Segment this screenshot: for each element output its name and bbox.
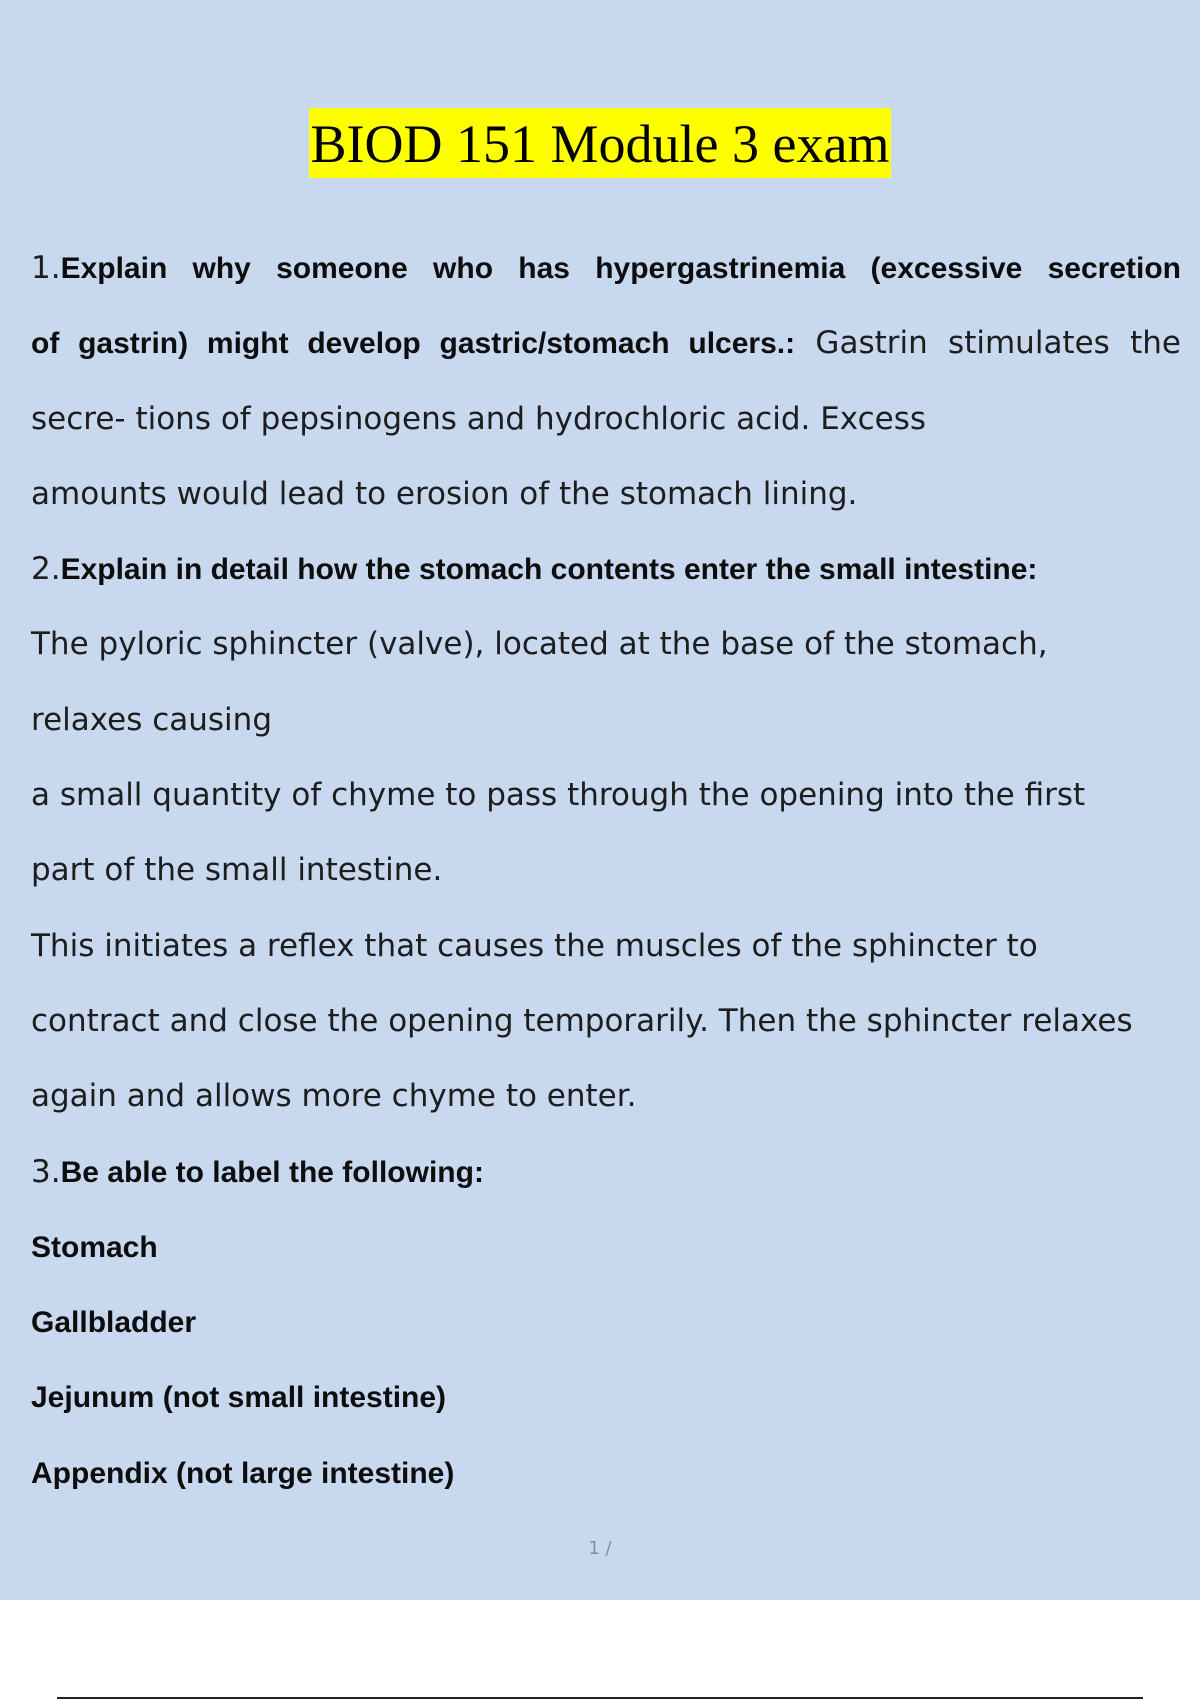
question-1-line-2 (31, 306, 1181, 381)
question-1-line-1 (31, 231, 1181, 306)
answer-1-text: Gastrin stimulates the (795, 325, 1181, 362)
question-3-line (31, 1135, 1181, 1210)
answer-2-line-3: a small quantity of chyme to pass through the opening into the first (31, 777, 1086, 814)
question-1-number: 1. (31, 250, 61, 286)
answer-1-line-2: secre- tions of pepsinogens and hydrochloric acid. Excess (31, 400, 927, 437)
answer-2-line-4: part of the small intestine. (31, 852, 443, 889)
page-title: BIOD 151 Module 3 exam (309, 108, 892, 178)
label-item-appendix: Appendix (not large intestine) (31, 1456, 455, 1490)
label-item-stomach: Stomach (31, 1230, 158, 1264)
question-1-text-cont: of gastrin) might develop gastric/stomach ulcers.: (31, 327, 796, 361)
question-3-text: Be able to label the following: (60, 1155, 484, 1189)
question-2-line (31, 532, 1181, 607)
answer-2-line-7: again and allows more chyme to enter. (31, 1078, 637, 1115)
question-2-number: 2. (31, 551, 61, 588)
answer-1-line-3: amounts would lead to erosion of the stomach lining. (31, 475, 858, 512)
question-2-text: Explain in detail how the stomach contents enter the small intestine: (60, 553, 1038, 587)
answer-2-line-6: contract and close the opening temporarily. Then the sphincter relaxes (31, 1002, 1133, 1039)
label-item-jejunum: Jejunum (not small intestine) (31, 1381, 447, 1415)
page-number: 1 / (588, 1538, 612, 1559)
answer-2-line-2: relaxes causing (31, 701, 272, 738)
footer-divider (57, 1697, 1143, 1699)
answer-2-line-5: This initiates a reflex that causes the muscles of the sphincter to (31, 927, 1038, 964)
document-body (31, 231, 1181, 1511)
label-item-gallbladder: Gallbladder (31, 1306, 197, 1340)
title-container (0, 108, 1200, 178)
answer-2-line-1: The pyloric sphincter (valve), located at the base of the stomach, (31, 626, 1048, 663)
question-3-number: 3. (31, 1153, 61, 1190)
question-1-text: Explain why someone who has hypergastrinemia (excessive secretion (60, 252, 1181, 285)
